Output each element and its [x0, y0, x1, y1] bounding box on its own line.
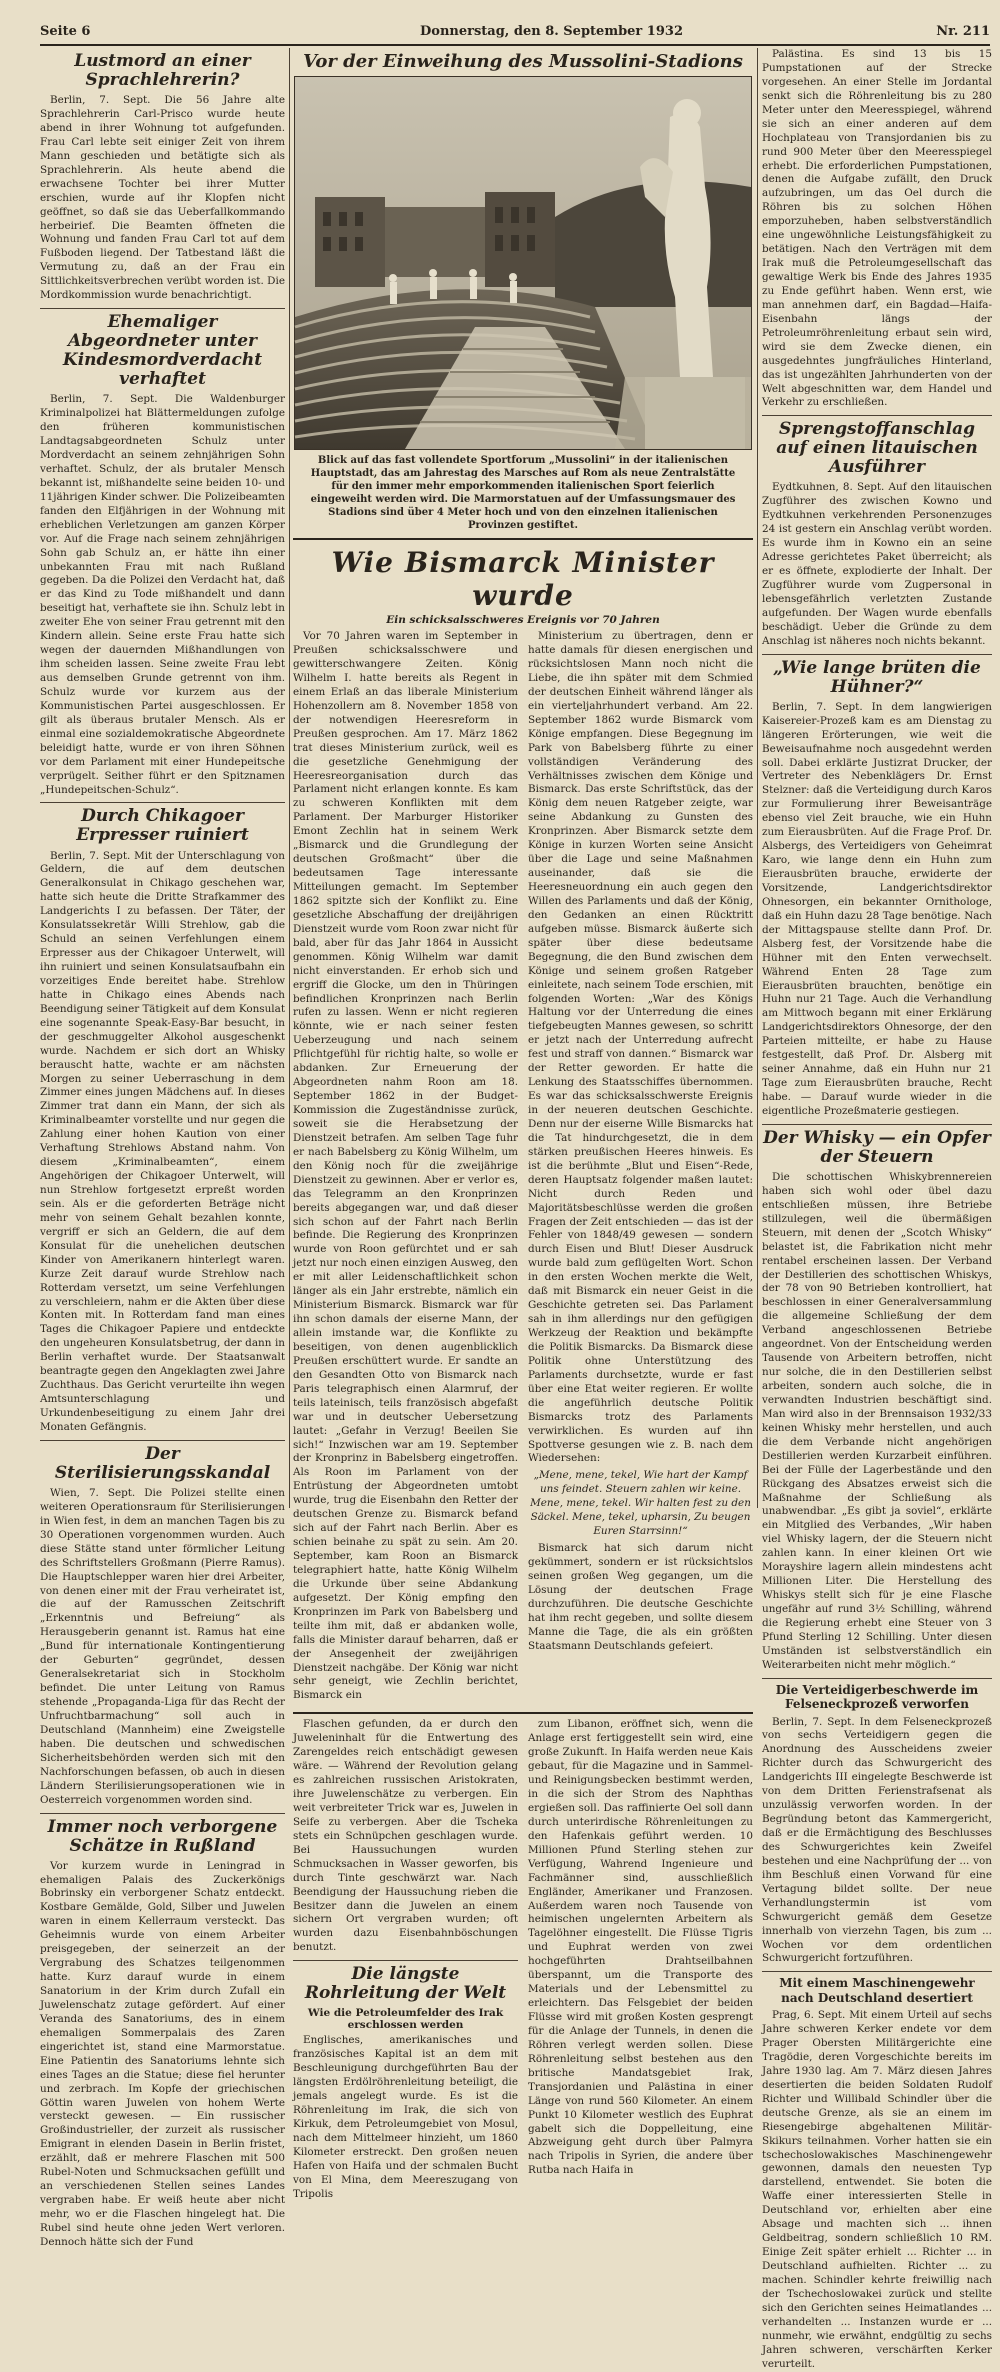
divider — [293, 1712, 753, 1714]
article-title: Durch Chikagoer Erpresser ruiniert — [76, 806, 249, 846]
article-title: Die Verteidigerbeschwerde im Felseneckprozeß verworfen — [775, 1682, 979, 1712]
page-number: Seite 6 — [40, 24, 91, 39]
photo-title: Vor der Einweihung des Mussolini-Stadions — [303, 51, 743, 72]
article-title: Der Sterilisierungsskandal — [54, 1443, 271, 1483]
article-title: Lustmord an einer Sprachlehrerin? — [74, 51, 251, 91]
article-text: zum Libanon, eröffnet sich, wenn die Anlage erst fertiggestellt sein wird, eine große Zukunft. In Haifa werden neue Kais gebaut, für die Magazine und in Sammel- und Reinigungsbecken bestimmt werden, in die sich der Strom des Naphthas ergießen soll. Das raffinierte Oel soll dann durch unterirdische Röhrenleitungen zu den Hafenkais geführt werden. 10 Millionen Pfund Sterling stehen zur Verfügung, Wahrend Ingenieure und Fachmänner sind, ausschließlich Engländer, Amerikaner und Franzosen. Außerdem waren noch Tausende von heimischen ungelernten Arbeitern als Tagelöhner eingestellt. Die Flüsse Tigris und Euphrat werden von zwei hochgeführten Drahtseilbahnen überspannt, um die Transporte des Materials und der Lebensmittel zu erleichtern. Das Felsgebiet der beiden Flüsse wird mit großen Kosten gesprengt für die Anlage der Tunnels, in denen die Röhren verlegt werden sollen. Diese Röhrenleitung selbst bestehen aus den britische Mandatsgebiet Irak, Transjordanien und Palästina in einer Länge von rund 560 Kilometer. An einem Punkt 10 Kilometer westlich des Euphrat gabelt sich die Doppelleitung, eine Abzweigung geht durch über Palmyra nach Tripolis in Syrien, die andere über Rutba nach Haifa in — [528, 1718, 753, 2177]
divider — [293, 538, 753, 540]
column-rule — [289, 48, 290, 1508]
page-header — [40, 22, 990, 46]
issue-number: Nr. 211 — [936, 24, 990, 39]
article-column — [293, 1718, 518, 2204]
divider — [762, 654, 992, 655]
article-column — [293, 630, 518, 1706]
article-columns — [293, 630, 753, 1706]
article-text: Ministerium zu übertragen, denn er hatte damals für diesen energischen und rücksichtslosen Mann noch nicht die Liebe, die ihn später mit dem Schmied der deutschen Einheit während länger als ein vierteljahrhundert verband. Am 22. September 1862 wurde Bismarck vom Könige empfangen. Diese Begegnung im Park von Babelsberg führte zu einer vollständigen Veränderung des Verhältnisses zwischen dem Könige und Bismarck. Das erste Schriftstück, das der König dem neuen Ratgeber zeigte, war seine Abdankung zu Gunsten des Kronprinzen. Aber Bismarck setzte dem Könige in kurzen Worten seine Ansicht über die Lage und seine Maßnahmen auseinander, daß sie die Heeresneuordnung ein auch gegen den Willen des Parlaments und daß der König, den Gedanken an einen Rücktritt aufgeben müsse. Bismarck äußerte sich später über diese bedeutsame Begegnung, die den Bund zwischen dem Könige und seinem großen Ratgeber einleitete, nach seinem Tode erschien, mit folgenden Worten: „War des Königs Haltung vor der Unterredung die eines tiefgebeugten Mannes gewesen, so schritt er jetzt nach der Unterredung aufrecht fest und straff von dannen.“ Bismarck war der Retter geworden. Er hatte die Lenkung des Staatsschiffes übernommen. Es war das schicksalsschwerste Ereignis in der neueren deutschen Geschichte. Denn nur der eiserne Wille Bismarcks hat die Tat hindurchgesetzt, die in dem stärken preußischen Heeres hinweis. Es ist die berühmte „Blut und Eisen“-Rede, deren Hauptsatz folgender maßen lautet: Nicht durch Reden und Majoritätsbeschlüsse werden die großen Fragen der Zeit entschieden — das ist der Fehler von 1848/49 gewesen — sondern durch Eisen und Blut! Dieser Ausdruck wurde bald zum geflügelten Wort. Schon in den ersten Wochen merkte die Welt, daß mit Bismarck ein neuer Geist in die Geschichte getreten sei. Das Parlament sah in ihm allerdings nur den gefügigen Werkzeug der Reaktion und bekämpfte die Politik Bismarcks. Da Bismarck diese Politik ohne Unterstützung des Parlaments durchsetzte, wurde er fast über eine Etat weiter regieren. Er wollte die angeführlich deutsche Politik Bismarcks trotz des Parlaments verwirklichen. Es wurden auf ihn Spottverse gesungen wie z. B. nach dem Wiedersehen: — [528, 630, 753, 1465]
article-column — [528, 630, 753, 1706]
article-text: Die schottischen Whiskybrennereien haben sich wohl oder übel dazu entschließen müssen, ihre Betriebe stillzulegen, weil die übermäßigen Steuern, mit denen der „Scotch Whisky“ belastet ist, die Fabrikation nicht mehr rentabel erscheinen lassen. Der Verband der Destillerien des schottischen Whiskys, der 78 von 90 Betrieben kontrolliert, hat beschlossen in einer Generalversammlung die allgemeine Schließung der dem Verband angeschlossenen Betriebe angeordnet. Von der Entscheidung werden Tausende von Arbeitern betroffen, nicht nur solche, die in den Destillerien selbst arbeiten, sondern auch solche, die in verwandten Industrien beschäftigt sind. Man wird also in der Brennsaison 1932/33 keinen Whisky mehr herstellen, und auch die dem Verbande nicht angehörigen Destillerien werden Kurzarbeit einführen. Bei der Fülle der Lagerbestände und den Rückgang des Absatzes erweist sich die Maßnahme der Schließung als unabwendbar. „Es gibt ja soviel“, erklärte ein Mitglied des Verbandes, „Wir haben viel Whisky lagern, der die Steuern nicht zahlen kann. In einer kleinen Ort wie Morayshire lagern allein mindestens acht Millionen Liter. Die Herstellung des Whiskys stellt sich für je eine Flasche ungefähr auf rund 3½ Schilling, während die Regierung erhebt eine Steuer von 3 Pfund Sterling 12 Schilling. Unter diesen Umständen ist selbstverständlich ein Weiterarbeiten nicht mehr möglich.“ — [762, 1170, 992, 1671]
article-title: Immer noch verborgene Schätze in Rußland — [47, 1816, 278, 1856]
column-rule — [757, 48, 758, 1508]
article-title: Sprengstoffanschlag auf einen litauischen Ausführer — [776, 419, 978, 478]
headline-subtitle: Ein schicksalsschweres Ereignis vor 70 Jahren — [386, 614, 660, 627]
article-title: Ehemaliger Abgeordneter unter Kindesmordverdacht verhaftet — [62, 312, 263, 390]
divider — [40, 308, 285, 309]
issue-date: Donnerstag, den 8. September 1932 — [420, 24, 683, 39]
photo-caption: Blick auf das fast vollendete Sportforum „Mussolini“ in der italienischen Hauptstadt, das am Jahrestag des Marsches auf Rom als neue Zentralstätte für den immer mehr emporkommenden italienischen Sport feierlich eingeweiht werden wird. Die Marmorstatuen auf der Umfassungsmauer des Stadions sind über 4 Meter hoch und von den einzelnen italienischen Provinzen gestiftet. — [310, 455, 736, 532]
article-text: Englisches, amerikanisches und französisches Kapital ist an dem mit Beschleunigung durchgeführten Bau der längsten Erdölröhrenleitung beteiligt, die jemals angelegt wurde. Es ist die Röhrenleitung im Irak, die sich von Kirkuk, dem Petroleumgebiet von Mosul, nach dem Mittelmeer hinzieht, um 1860 Kilometer erstreckt. Den großen neuen Hafen von Haifa und der schmalen Bucht von El Mina, dem Meereszugang von Tripolis — [293, 2034, 518, 2200]
article-text: Bismarck hat sich darum nicht gekümmert, sondern er ist rücksichtslos seinen großen Weg gegangen, um die Lösung der deutschen Frage durchzuführen. Die deutsche Geschichte hat ihm recht gegeben, und sollte diesem Manne die Tage, die als ein größten Staatsmann Deutschlands gefeiert. — [528, 1542, 753, 1652]
article-title: „Wie lange brüten die Hühner?“ — [773, 657, 981, 697]
article-columns — [293, 1718, 753, 2204]
article-text: Prag, 6. Sept. Mit einem Urteil auf sechs Jahre schweren Kerker endete vor dem Prager Obersten Militärgerichte eine Tragödie, deren Vorgeschichte bereits im Jahre 1930 lag. Am 7. März diesen Jahres desertierten die beiden Soldaten Rudolf Richter und Willibald Schindler über die deutsche Grenze, als sie an einem im Riesengebirge abgehaltenen Militär-Skikurs teilnahmen. Vorher hatten sie ein tschechoslowakisches Maschinengewehr gewonnen, damals den neuesten Typ darstellend, entwendet. Sie boten die Waffe einer interessierten Stelle in Deutschland vor, erhielten aber eine Absage und machten sich ... ihnen Geldbeitrag, sondern schließlich 10 RM. Einige Zeit später erhielt ... Richter ... in Deutschland aufhielten. Richter ... zu machen. Schindler kehrte freiwillig nach der Tschechoslowakei zurück und stellte sich den Gerichten seines Heimatlandes ... verhandelten ... Instanzen wurde er ... nunmehr, wie erwähnt, endgültig zu sechs Jahren schweren, verschärften Kerker verurteilt. — [762, 2009, 992, 2370]
stadium-illustration — [295, 77, 751, 449]
article-title: Mit einem Maschinengewehr nach Deutschland desertiert — [779, 1976, 975, 2005]
verse: „Mene, mene, tekel, Wie hart der Kampf uns feindet. Steuern zahlen wir keine. Mene, mene, tekel. Wir halten fest zu den Säckel. Mene, tekel, upharsin, Zu beugen Euren Starrsinn!“ — [530, 1469, 751, 1538]
divider — [40, 1813, 285, 1814]
article-text: Berlin, 7. Sept. In dem Felseneckprozeß von sechs Verteidigern gegen die Anordnung des Ausscheidens zweier Richter durch das Schwurgericht des Landgerichts III eingelegte Beschwerde ist von dem Dritten Ferienstrafsenat als unzulässig verworfen worden. In der Begründung betont das Kammergericht, daß er die Ermächtigung des Beschlusses des Schwurgerichtes kein Zweifel bestehen und eine Nachprüfung der ... von ihm Beschluß einen Vorwand für eine Vertagung bildet sollte. Der neue Verhandlungstermin ist vom Schwurgericht gemäß dem Gesetze innerhalb von vierzehn Tagen, bis zum ... Wochen vor dem ordentlichen Schwurgericht fortzuführen. — [762, 1715, 992, 1965]
headline: Wie Bismarck Minister wurde — [331, 546, 715, 613]
divider — [762, 1678, 992, 1679]
article-text: Vor kurzem wurde in Leningrad in ehemaligen Palais des Zuckerkönigs Bobrinsky ein verborgener Schatz entdeckt. Kostbare Gemälde, Gold, Silber und Juwelen waren in einem Kellerraum versteckt. Das Geheimnis wurde von einem Arbeiter preisgegeben, der seinerzeit an der Vergrabung des Schatzes teilgenommen hatte. Kurz darauf wurde in einem Sanatorium in der Krim durch Zufall ein Juwelenschatz zutage gefördert. Auf einer Veranda des Sanatoriums, des in einem ehemaligen Sommerpalais des Zaren eingerichtet ist, stand eine Marmorstatue. Eine Patientin des Sanatoriums lehnte sich eines Tages an die Statue; diese fiel herunter und zerbrach. Im Kopfe der griechischen Göttin waren Juwelen von hohem Werte versteckt gewesen. — Ein russischer Großindustrieller, der zurzeit als russischer Emigrant in elenden Dasein in Berlin fristet, erzählt, daß er mehrere Flaschen mit 500 Rubel-Noten und Schmucksachen gefüllt und an verschiedenen Stellen seines Landes vergraben habe. Er weiß heute aber nicht mehr, wo er die Flaschen hingelegt hat. Die Rubel sind heute ohne jeden Wert verloren. Dennoch hätte sich der Fund — [40, 1859, 285, 2248]
column-center — [293, 48, 753, 2200]
article-text: Wien, 7. Sept. Die Polizei stellte einen weiteren Operationsraum für Sterilisierungen in Wien fest, in dem an manchen Tagen bis zu 30 Operationen vorgenommen wurden. Auch diese Stätte stand unter förmlicher Leitung des Schriftstellers Großmann (Pierre Ramus). Die Hauptschlepper waren hier drei Arbeiter, von denen einer mit der Frau verheiratet ist, die auf der Ramusschen Zeitschrift „Erkenntnis und Befreiung“ als Herausgeberin genannt ist. Ramus hat eine „Bund für internationale Kontingentierung der Geburten“ gegründet, dessen Generalsekretariat sich in Stockholm befindet. Die unter Leitung von Ramus stehende „Propaganda-Liga für das Recht der Unfruchtbarmachung“ soll auch in Deutschland (Mannheim) eine Zweigstelle haben. Die deutschen und schwedischen Sicherheitsbehörden werden sich mit den Nachforschungen befassen, ob auch in diesen Ländern Sterilisierungsoperationen wie in Oesterreich vorgenommen worden sind. — [40, 1486, 285, 1806]
divider — [40, 1440, 285, 1441]
article-text: Vor 70 Jahren waren im September in Preußen schicksalsschwere und gewitterschwangere Zeiten. König Wilhelm I. hatte bereits als Regent in einem Erlaß an das liberale Ministerium Hohenzollern am 8. November 1858 von der notwendigen Heeresreform in Preußen gesprochen. Am 17. März 1862 trat dieses Ministerium zurück, weil es die gesetzliche Genehmigung der Heeresreorganisation durch das Parlament nicht erlangen konnte. Es kam zu schweren Konflikten mit dem Parlament. Der Marburger Historiker Emont Zechlin hat in seinem Werk „Bismarck und die Grundlegung der deutschen Großmacht“ über die bedeutsamen Tage interessante Mitteilungen gemacht. Im September 1862 spitzte sich der Konflikt zu. Eine gesetzliche Abschaffung der dreijährigen Dienstzeit wurde vom Roon zwar nicht für bald, aber für das Jahr 1864 in Aussicht genommen. König Wilhelm war damit nicht einverstanden. Er erhob sich und ergriff die Glocke, um den in Thüringen befindlichen Kronprinzen nach Berlin rufen zu lassen. Wenn er nicht regieren könnte, wie er nach seiner festen Ueberzeugung und nach seinem Pflichtgefühl für richtig halte, so wolle er abdanken. Zur Erneuerung der Abgeordneten nahm Roon am 18. September 1862 in der Budget-Kommission die Zugeständnisse zurück, soweit sie die Herabsetzung der Dienstzeit betrafen. Am selben Tage fuhr er nach Babelsberg zu König Wilhelm, um den König noch für die zweijährige Dienstzeit zu gewinnen. Aber er verlor es, das Telegramm an den Kronprinzen bereits abgegangen war, und daß dieser sich schon auf der Fahrt nach Berlin befinde. Die Regierung des Kronprinzen wurde von Roon gefürchtet und er sah jetzt nur noch einen einzigen Ausweg, den er mit aller Leidenschaftlichkeit schon länger als ein Jahr erstrebte, nämlich ein Ministerium Bismarck. Bismarck war für ihn schon damals der eiserne Mann, der allein imstande war, die Konflikte zu beseitigen, von denen augenblicklich Preußen erschüttert wurde. Er sandte an den Gesandten Otto von Bismarck nach Paris telegraphisch einen Alarmruf, der teils lateinisch, teils französisch abgefaßt war und in deutscher Uebersetzung lautet: „Gefahr in Verzug! Beeilen Sie sich!“ Inzwischen war am 19. September der Kronprinz in Babelsberg eingetroffen. Als Roon im Parlament von der Entrüstung der Abgeordneten umtobt wurde, trug die Eisenbahn den Retter der deutschen Grenze zu. Bismarck befand sich auf der Fahrt nach Berlin. Aber es schien beinahe zu spät zu sein. Am 20. September, kam Roon an Bismarck telegraphiert hatte, hatte König Wilhelm die Urkunde über seine Abdankung aufgesetzt. Der König empfing den Kronprinzen im Park von Babelsberg und teilte ihm mit, daß er abdanken wolle, falls die Minister darauf beharren, daß er der Ansegenheit der zweijährigen Dienstzeit nachgäbe. Der König war nicht sehr geneigt, wie Zechlin berichtet, Bismarck ein — [293, 630, 518, 1702]
article-title: Die längste Rohrleitung der Welt — [304, 1964, 507, 2004]
article-text: Berlin, 7. Sept. Die 56 Jahre alte Sprachlehrerin Carl-Prisco wurde heute abend in ihrer Wohnung tot aufgefunden. Frau Carl lebte seit einiger Zeit von ihrem Mann geschieden und betätigte sich als Sprachlehrerin. Als heute abend die erwachsene Tochter bei ihrer Mutter erschien, wurde auf ihr Klopfen nicht geöffnet, so daß sie das Ueberfallkommando herbeirief. Die Beamten öffneten die Wohnung und fanden Frau Carl tot auf dem Fußboden liegend. Der Tatbestand läßt die Vermutung zu, daß an der Frau ein Sittlichkeitsverbrechen verübt worden ist. Die Mordkommission wurde benachrichtigt. — [40, 94, 285, 302]
stadium-photo — [294, 76, 752, 450]
divider — [762, 415, 992, 416]
divider — [40, 802, 285, 803]
divider — [293, 1960, 518, 1961]
column-left — [40, 48, 285, 2248]
divider — [762, 1124, 992, 1125]
article-text: Palästina. Es sind 13 bis 15 Pumpstationen auf der Strecke vorgesehen. An einer Stelle im Jordantal senkt sich die Röhrenleitung bis zu 280 Meter unter den Meeresspiegel, während sie sich an einer anderen auf dem Hochplateau von Transjordanien bis zu rund 900 Meter über den Meeresspiegel erhebt. Die erforderlichen Pumpstationen, denen die Aufgabe zufällt, den Druck aufzubringen, um das Oel durch die Röhren bis zu solchen Höhen emporzuheben, haben selbstverständlich eine ungewöhnliche Leistungsfähigkeit zu betätigen. Nach den Verträgen mit dem Irak muß die Petroleumgesellschaft das gewaltige Werk bis Ende des Jahres 1935 zu Ende geführt haben. Wenn erst, wie man annehmen darf, ein Bagdad—Haifa-Eisenbahn längs der Petroleumröhrenleitung erbaut sein wird, wird sie dem Zwecke dienen, ein ausgedehntes jungfräuliches Hinterland, das ist ungezählten Jahrhunderten von der Welt abgeschnitten war, dem Handel und Verkehr zu erschließen. — [762, 48, 992, 409]
column-right — [762, 48, 992, 2370]
article-column — [528, 1718, 753, 2204]
article-title: Der Whisky — ein Opfer der Steuern — [763, 1127, 991, 1167]
article-subtitle: Wie die Petroleumfelder des Irak erschlossen werden — [307, 2007, 504, 2032]
article-text: Eydtkuhnen, 8. Sept. Auf den litauischen Zugführer des zwischen Kowno und Eydtkuhnen verkehrenden Personenzuges 24 ist gestern ein Anschlag verübt worden. Es wurde ihm in Kowno ein an seine Adresse gerichtetes Paket überreicht; als er es öffnete, explodierte der Inhalt. Der Zugführer wurde vom Zugpersonal in lebensgefährlich verletzten Zustande aufgefunden. Der Wagen wurde ebenfalls beschädigt. Ueber die Gründe zu dem Anschlag ist näheres noch nichts bekannt. — [762, 481, 992, 647]
article-text: Flaschen gefunden, da er durch den Juweleninhalt für die Entwertung des Zarengeldes reich entschädigt gewesen wäre. — Während der Revolution gelang es zahlreichen russischen Aristokraten, ihre Juwelenschätze zu verbergen. Ein weit verbreiteter Trick war es, Juwelen in Seife zu verbergen. Aber die Tscheka stets ein Schnüpchen geschlagen wurde. Bei Haussuchungen wurden Schmucksachen in Wasser geworfen, bis durch Tinte geschwärzt war. Nach Beendigung der Haussuchung rieben die Besitzer dann die Juwelen an einem sichern Ort vergraben wurden; oft wurden dazu Eisenbahnböschungen benutzt. — [293, 1718, 518, 1954]
divider — [762, 1971, 992, 1972]
article-text: Berlin, 7. Sept. In dem langwierigen Kaisereier-Prozeß kam es am Dienstag zu längeren Erörterungen, wie weit die Beweisaufnahme noch ausgedehnt werden soll. Dabei erklärte Justizrat Drucker, der Vertreter des Nebenklägers Dr. Ernst Stelzner: daß die Verteidigung durch Karos zur Formulierung ihrer Beweisanträge ebenso viel Zeit brauche, wie ein Huhn zum Eierausbrüten. Auf die Frage Prof. Dr. Alsbergs, des Verteidigers von Geheimrat Karo, wie lange denn ein Huhn zum Eierausbrüten brauche, erwiderte der Vorsitzende, Landgerichtsdirektor Ohnesorgen, ein bekannter Ornithologe, daß ein Huhn dazu 28 Tage benötige. Nach der Mittagspause stellte dann Prof. Dr. Alsberg fest, der Vorsitzende habe die Hühner mit den Enten verwechselt. Während Enten 28 Tage zum Eierausbrüten brauchten, benötige ein Huhn nur 21 Tage. Auch die Verhandlung am Mittwoch begann mit einer Erklärung Landgerichtsdirektors Ohnesorge, der den Parteien mitteilte, er habe zu Hause festgestellt, daß Prof. Dr. Alsberg mit seiner Annahme, daß ein Huhn nur 21 Tage zum Eierausbrüten brauche, Recht habe. — Darauf wurde wieder in die eigentliche Prozeßmaterie gestiegen. — [762, 700, 992, 1117]
article-text: Berlin, 7. Sept. Die Waldenburger Kriminalpolizei hat Blättermeldungen zufolge den früheren kommunistischen Landtagsabgeordneten Schulz unter Mordverdacht an seinem zehnjährigen Sohn verhaftet. Schulz, der als brutaler Mensch bekannt ist, mißhandelte seine beiden 10- und 11jährigen Kinder schwer. Die Polizeibeamten fanden den Elfjährigen in der Wohnung mit erheblichen Verletzungen am ganzen Körper vor. Auf die Frage nach seinem zehnjährigen Sohn gab Schulz an, er hätte ihn einer unbekannten Frau mit nach Rußland gegeben. Da die Polizei den Verdacht hat, daß er das Kind zu Tode mißhandelt und dann beseitigt hat, verhaftete sie ihn. Schulz lebt in zweiter Ehe von seiner Frau getrennt mit den Kindern allein. Seine erste Frau hatte sich wegen der dauernden Mißhandlungen von ihm scheiden lassen. Seine zweite Frau lebt aus demselben Grunde getrennt von ihm. Schulz wurde vor kurzem aus der Kommunistischen Partei ausgeschlossen. Er gilt als überaus brutaler Mensch. Als er einmal eine sozialdemokratische Abgeordnete beleidigt hatte, wurde er von ihren Söhnen vor dem Parlament mit einer Hundepeitsche verprügelt. Seither führt er den Spitznamen „Hundepeitschen-Schulz“. — [40, 393, 285, 796]
article-text: Berlin, 7. Sept. Mit der Unterschlagung von Geldern, die auf dem deutschen Generalkonsulat in Chikago geschehen war, hatte sich heute die Dritte Strafkammer des Landgerichts I zu befassen. Der Täter, der Konsulatssekretär Willi Strehlow, gab die Schuld an seinen Verfehlungen einem Erpresser aus der Chikagoer Unterwelt, will ihn ruiniert und seinen Konsulatsaufbahn ein vorzeitiges Ende bereitet habe. Strehlow hatte in Chikago eines Abends nach Beendigung seiner Tätigkeit auf dem Konsulat eine sogenannte Speak-Easy-Bar besucht, in der geschmuggelter Alkohol ausgeschenkt wurde. Nachdem er sich dort an Whisky berauscht hatte, wachte er am nächsten Morgen zu seiner Ueberraschung in dem Zimmer eines jungen Mädchens auf. In dieses Zimmer trat dann ein Mann, der sich als Kriminalbeamter vorstellte und nur gegen die Zahlung einer hohen Kaution von einer Verhaftung Strehlows Abstand nahm. Von diesem „Kriminalbeamten“, einem Angehörigen der Chikagoer Unterwelt, will nun Strehlow fortgesetzt erpreßt worden sein. Als er die geforderten Beträge nicht mehr von seinem Gehalt bezahlen konnte, vergriff er sich an Geldern, die auf dem Konsulat für die unehelichen deutschen Kinder von Amerikanern hinterlegt waren. Kurze Zeit darauf wurde Strehlow nach Rotterdam versetzt, um seine Verfehlungen zu verschleiern, nahm er die Akten über diese Konten mit. In Rotterdam fand man eines Tages die Chikagoer Papiere und entdeckte den ungeheuren Konsulatsbetrug, der dann in Berlin verhaftet wurde. Der Staatsanwalt beantragte gegen den Angeklagten zwei Jahre Zuchthaus. Das Gericht verurteilte ihn wegen Amtsunterschlagung und Urkundenbeseitigung zu einem Jahr drei Monaten Gefängnis. — [40, 849, 285, 1433]
